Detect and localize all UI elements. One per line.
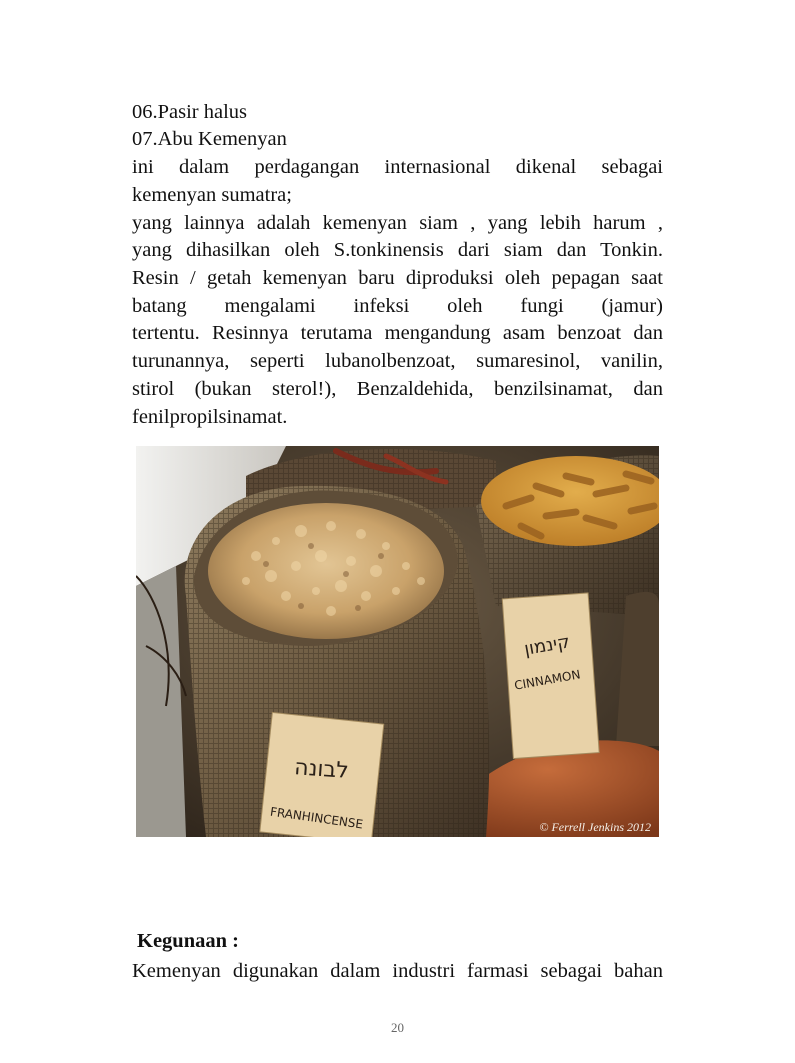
page-number: 20 xyxy=(391,1020,404,1035)
paragraph-line: turunannya, seperti lubanolbenzoat, sumaresinol, vanilin, xyxy=(132,350,663,372)
paragraph-line: kemenyan sumatra; xyxy=(132,184,292,206)
section-first-line: Kemenyan digunakan dalam industri farmasi sebagai bahan xyxy=(132,960,663,982)
paragraph-line: batang mengalami infeksi oleh fungi (jamur) xyxy=(132,295,663,317)
paragraph-line: yang dihasilkan oleh S.tonkinensis dari siam dan Tonkin. xyxy=(132,239,663,261)
sign-right-hebrew: קינמון xyxy=(522,631,572,660)
spice-sacks-photo xyxy=(136,446,659,837)
sign-left-hebrew: לבונה xyxy=(293,755,350,784)
paragraph-line: yang lainnya adalah kemenyan siam , yang lebih harum , xyxy=(132,212,663,234)
paragraph-line: ini dalam perdagangan internasional dikenal sebagai xyxy=(132,156,663,178)
paragraph-line: fenilpropilsinamat. xyxy=(132,406,288,428)
section-heading: Kegunaan : xyxy=(137,930,239,952)
paragraph-line: Resin / getah kemenyan baru diproduksi oleh pepagan saat xyxy=(132,267,663,289)
paragraph-line: stirol (bukan sterol!), Benzaldehida, benzilsinamat, dan xyxy=(132,378,663,400)
photo-credit: © Ferrell Jenkins 2012 xyxy=(539,820,651,834)
list-item-07: 07.Abu Kemenyan xyxy=(132,128,287,150)
paragraph-line: tertentu. Resinnya terutama mengandung asam benzoat dan xyxy=(132,322,663,344)
sign-right-english: CINNAMON xyxy=(513,667,582,693)
list-item-06: 06.Pasir halus xyxy=(132,101,248,123)
sign-left-english: FRANHINCENSE xyxy=(269,804,364,832)
